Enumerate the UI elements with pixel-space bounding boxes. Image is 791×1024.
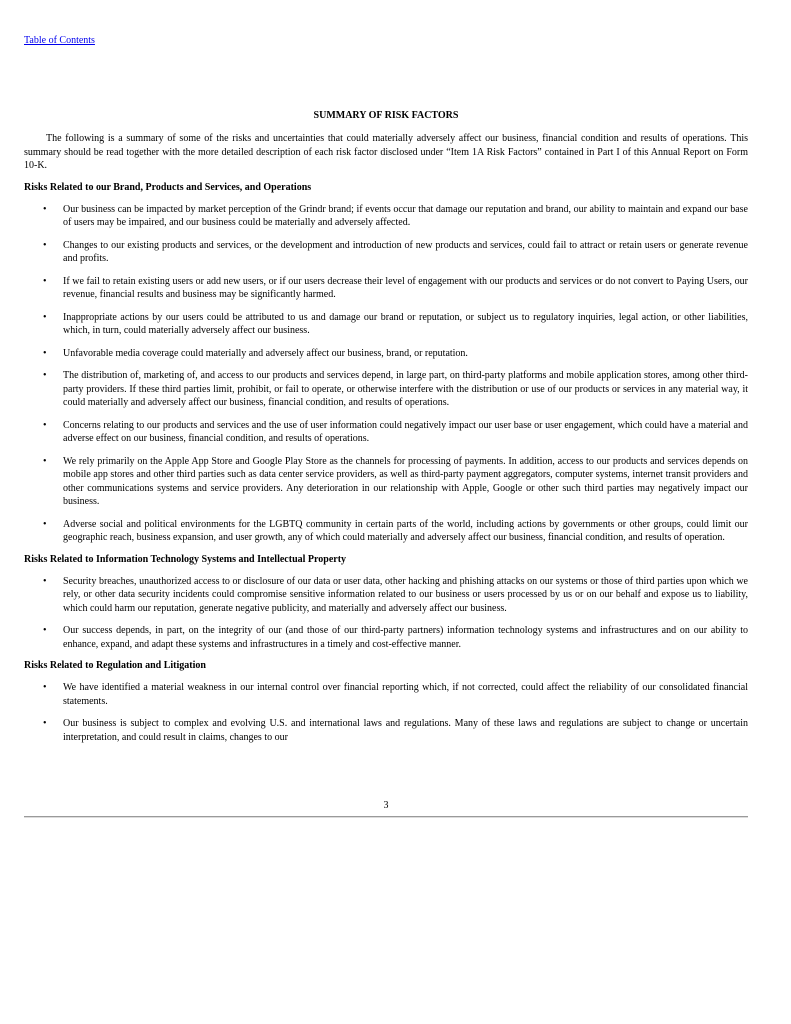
risk-text: Security breaches, unauthorized access to or disclosure of our data or user data, other hacking and phishing attacks on our systems or those of third parties upon which we rely, or other data security incidents could compromise sensitive information related to our business or users processed by us or on our behalf and expose us to liability, which could harm our reputation, generate negative publicity, and materially and adversely affect our business.	[63, 575, 748, 614]
bullet-icon: •	[43, 239, 47, 251]
table-of-contents-link[interactable]: Table of Contents	[24, 35, 95, 46]
section-heading: Risks Related to Information Technology Systems and Intellectual Property	[24, 553, 347, 565]
section-it-ip	[24, 554, 748, 652]
risk-text: We have identified a material weakness in our internal control over financial reporting which, if not corrected, could affect the reliability of our consolidated financial statements.	[63, 682, 748, 707]
list-item	[24, 347, 748, 361]
bullet-icon: •	[43, 275, 47, 287]
section-heading: Risks Related to our Brand, Products and Services, and Operations	[24, 181, 312, 193]
list-item	[24, 575, 748, 616]
bullet-icon: •	[43, 518, 47, 530]
bullet-icon: •	[43, 718, 47, 729]
bullet-icon: •	[43, 203, 47, 215]
risk-text: Our business is subject to complex and evolving U.S. and international laws and regulations. Many of these laws and regulations are subject to change or uncertain interpretation, and could result in claims, changes to our	[63, 718, 748, 743]
risk-text: We rely primarily on the Apple App Store and Google Play Store as the channels for processing of payments. In addition, access to our products and services depends on mobile app stores and other third parties such as data center service providers, as well as third-party payment aggregators, computer systems, internet transit providers and other communications systems and service providers. Any deterioration in our relationship with Apple, Google or other such third parties may negatively impact our business.	[63, 455, 748, 507]
page-title: SUMMARY OF RISK FACTORS	[313, 110, 459, 121]
risk-text: Inappropriate actions by our users could be attributed to us and damage our brand or reputation, or subject us to regulatory inquiries, legal action, or other liabilities, which, in turn, could materially adversely affect our business.	[63, 311, 748, 336]
risk-text: Changes to our existing products and services, or the development and introduction of new products and services, could fail to attract or retain users or generate revenue and profits.	[63, 239, 748, 264]
list-item	[24, 369, 748, 410]
list-item	[24, 518, 748, 545]
list-item	[24, 455, 748, 509]
list-item	[24, 203, 748, 230]
bullet-icon: •	[43, 347, 47, 359]
bullet-icon: •	[43, 625, 47, 636]
risk-text: Concerns relating to our products and services and the use of user information could negatively impact our user base or user engagement, which could have a material and adverse effect on our business, financial condition, and results of operations.	[63, 419, 748, 444]
risk-text: Adverse social and political environments for the LGBTQ community in certain parts of the world, including actions by governments or other groups, could limit our geographic reach, business expansion, and user growth, any of which could materially and adversely affect our business, financial condition, and results of operation.	[63, 518, 748, 543]
bullet-icon: •	[43, 575, 47, 587]
list-item	[24, 624, 748, 651]
risk-list	[24, 203, 748, 545]
risk-list	[24, 575, 748, 652]
bullet-icon: •	[43, 370, 47, 381]
bullet-icon: •	[43, 419, 47, 431]
risk-text: If we fail to retain existing users or add new users, or if our users decrease their level of engagement with our products and services or do not convert to Paying Users, our revenue, financial results and business may be significantly harmed.	[63, 275, 748, 300]
section-brand	[24, 182, 748, 545]
risk-text: Our business can be impacted by market perception of the Grindr brand; if events occur that damage our reputation and brand, our ability to maintain and expand our base of users may be impaired, and our business could be materially and adversely affected.	[63, 203, 748, 228]
page-number: 3	[383, 800, 389, 811]
document-page	[24, 30, 748, 744]
list-item	[24, 275, 748, 302]
risk-text: The distribution of, marketing of, and access to our products and services depend, in large part, on third-party platforms and mobile application stores, among other third-party providers. If these third parties limit, prohibit, or fail to operate, or otherwise interfere with the distribution or use of our products or services in any material way, it could materially and adversely affect our business, financial condition, and results of operations.	[63, 370, 748, 408]
section-regulation	[24, 660, 748, 744]
page-divider	[24, 816, 748, 818]
list-item	[24, 419, 748, 446]
bullet-icon: •	[43, 311, 47, 323]
list-item	[24, 681, 748, 708]
bullet-icon: •	[43, 455, 47, 467]
list-item	[24, 717, 748, 744]
risk-text: Our success depends, in part, on the integrity of our (and those of our third-party partners) information technology systems and infrastructures and on our ability to enhance, expand, and adapt these systems and infrastructures in a timely and cost-effective manner.	[63, 625, 748, 650]
risk-text: Unfavorable media coverage could materially and adversely affect our business, brand, or reputation.	[63, 347, 468, 359]
risk-list	[24, 681, 748, 744]
intro-paragraph: The following is a summary of some of the risks and uncertainties that could materially adversely affect our business, financial condition and results of operations. This summary should be read together with the more detailed description of each risk factor disclosed under “Item 1A Risk Factors” contained in Part I of this Annual Report on Form 10-K.	[24, 133, 748, 171]
bullet-icon: •	[43, 682, 47, 693]
list-item	[24, 311, 748, 338]
list-item	[24, 239, 748, 266]
section-heading: Risks Related to Regulation and Litigation	[24, 660, 206, 671]
